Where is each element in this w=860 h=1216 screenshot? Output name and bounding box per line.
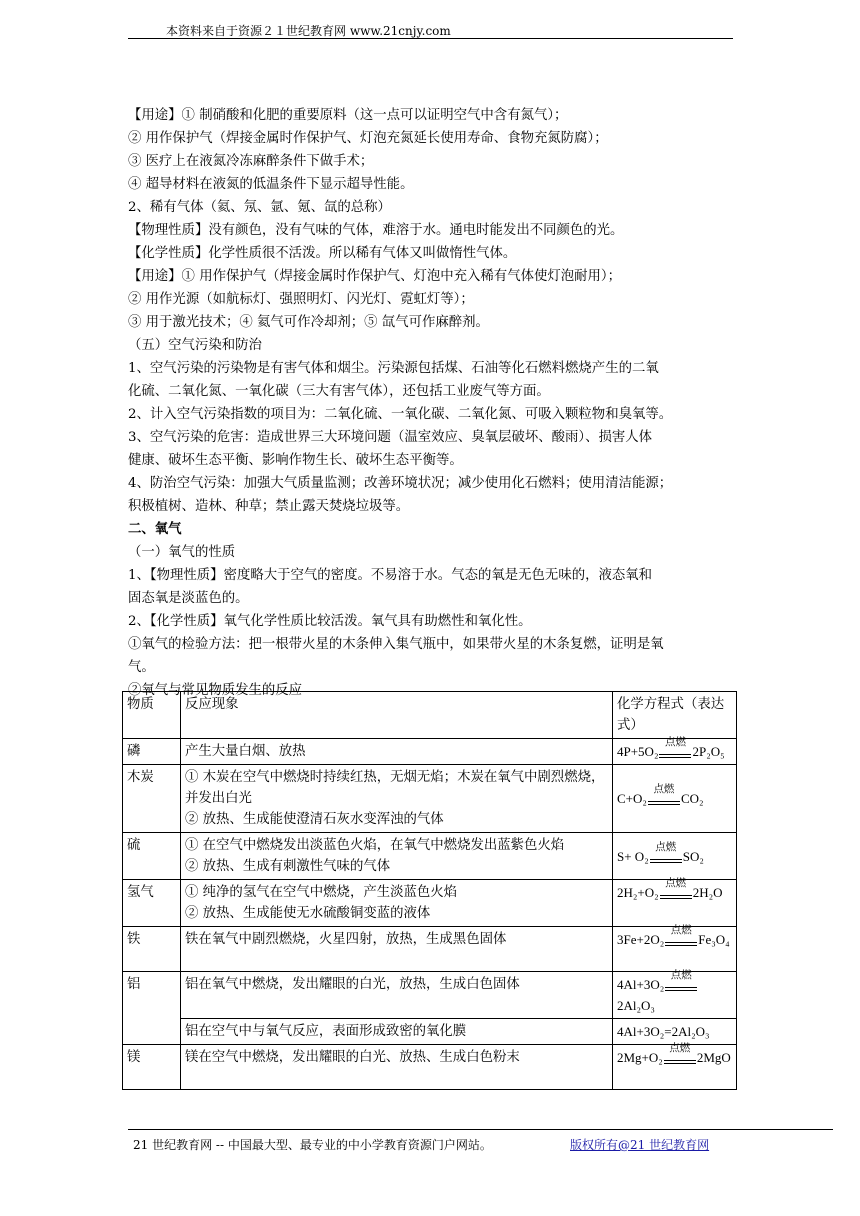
paragraph: 积极植树、造林、种草；禁止露天焚烧垃圾等。 xyxy=(128,499,410,514)
phenomena-cell xyxy=(181,765,613,833)
table-row xyxy=(123,1019,737,1045)
paragraph: ②氧气与常见物质发生的反应 xyxy=(128,683,303,698)
paragraph: 2、稀有气体（氦、氖、氩、氪、氙的总称） xyxy=(128,200,391,215)
phenomena-cell xyxy=(181,927,613,972)
paragraph: 2、【化学性质】氧气化学性质比较活泼。氧气具有助燃性和氧化性。 xyxy=(128,614,532,629)
subsection-heading: （一）氧气的性质 xyxy=(128,545,236,560)
paragraph: 化硫、二氧化氮、一氧化碳（三大有害气体），还包括工业废气等方面。 xyxy=(128,384,550,399)
equation-reactants: S+ O₂ xyxy=(617,848,649,864)
footer-site-description: 21 世纪教育网 -- 中国最大型、最专业的中小学教育资源门户网站。 xyxy=(133,1138,492,1152)
table-row xyxy=(123,833,737,880)
paragraph: 【物理性质】没有颜色，没有气味的气体，难溶于水。通电时能发出不同颜色的光。 xyxy=(128,223,624,238)
paragraph: 固态氧是淡蓝色的。 xyxy=(128,591,249,606)
paragraph: ② 用作光源（如航标灯、强照明灯、闪光灯、霓虹灯等）； xyxy=(128,292,474,307)
section-heading: 二、氧气 xyxy=(128,521,182,537)
phenomena-line: ② 放热、生成有刺激性气味的气体 xyxy=(185,859,391,874)
condition-label: 点燃 xyxy=(665,877,687,889)
equation-cell xyxy=(613,833,737,880)
equation-reactants: C+O₂ xyxy=(617,791,647,806)
condition-label: 点燃 xyxy=(655,840,677,853)
phenomena-cell xyxy=(181,833,613,880)
paragraph: ③ 用于激光技术；④ 氦气可作冷却剂；⑤ 氙气可作麻醉剂。 xyxy=(128,315,489,330)
equation-products: SO₂ xyxy=(682,848,704,864)
condition-arrow xyxy=(664,1042,696,1068)
equation-reactants: 2H₂+O₂ xyxy=(617,885,659,900)
condition-arrow xyxy=(648,783,680,809)
phenomena-line: ① 纯净的氢气在空气中燃烧，产生淡蓝色火焰 xyxy=(185,885,458,900)
table-row xyxy=(123,1045,737,1090)
equation-cell xyxy=(613,877,737,927)
condition-arrow xyxy=(665,924,697,950)
equation-cell xyxy=(613,765,737,833)
equation-cell xyxy=(613,736,737,765)
table-header-row xyxy=(123,692,737,739)
equation-products: 2MgO xyxy=(696,1050,731,1065)
phenomena-line: ② 放热、生成能使无水硫酸铜变蓝的液体 xyxy=(185,906,431,921)
condition-label: 点燃 xyxy=(670,969,692,981)
equation-reactants: 4Al+3O₂ xyxy=(617,977,665,992)
phenomena-line: ① 木炭在空气中燃烧时持续红热，无烟无焰；木炭在氧气中剧烈燃烧，并发出白光 xyxy=(185,770,605,806)
equation-products: CO₂ xyxy=(680,791,704,806)
header-equation: 化学方程式（表达式） xyxy=(613,692,737,739)
paragraph: 4、防治空气污染：加强大气质量监测；改善环境状况；减少使用化石燃料；使用清洁能源； xyxy=(128,476,673,491)
phenomena-line: ② 放热、生成能使澄清石灰水变浑浊的气体 xyxy=(185,812,444,827)
paragraph: ①氧气的检验方法：把一根带火星的木条伸入集气瓶中，如果带火星的木条复燃，证明是氧 xyxy=(128,637,664,652)
condition-arrow xyxy=(665,969,697,995)
condition-arrow xyxy=(660,877,692,903)
equation-products: 2Al₂O₃ xyxy=(617,998,655,1013)
page-header-text: 本资料来自于资源２１世纪教育网 www.21cnjy.com xyxy=(166,24,451,38)
table-row xyxy=(123,880,737,927)
substance-cell: 木炭 xyxy=(123,765,181,833)
condition-label: 点燃 xyxy=(664,736,686,748)
phenomena-cell xyxy=(181,972,613,1019)
equation-cell xyxy=(613,969,737,1019)
oxygen-reaction-table xyxy=(122,691,737,1090)
paragraph: 【用途】① 制硝酸和化肥的重要原料（这一点可以证明空气中含有氮气）； xyxy=(128,108,568,123)
subsection-heading: （五）空气污染和防治 xyxy=(128,338,262,353)
paragraph: 1、空气污染的污染物是有害气体和烟尘。污染源包括煤、石油等化石燃料燃烧产生的二氧 xyxy=(128,361,659,376)
condition-label: 点燃 xyxy=(670,924,692,936)
paragraph: ③ 医疗上在液氮冷冻麻醉条件下做手术； xyxy=(128,154,374,169)
equation-products: 2P₂O₅ xyxy=(692,744,725,759)
phenomena-line: 铝在空气中与氧气反应，表面形成致密的氧化膜 xyxy=(185,1024,467,1039)
table-row xyxy=(123,765,737,833)
condition-arrow xyxy=(650,840,682,867)
footer-copyright-link[interactable]: 版权所有@21 世纪教育网 xyxy=(570,1138,710,1152)
paragraph: ② 用作保护气（焊接金属时作保护气、灯泡充氮延长使用寿命、食物充氮防腐）； xyxy=(128,131,608,146)
equation-products: 2H₂O xyxy=(692,885,723,900)
phenomena-line: ① 在空气中燃烧发出淡蓝色火焰，在氧气中燃烧发出蓝紫色火焰 xyxy=(185,838,565,853)
substance-cell: 镁 xyxy=(123,1045,181,1090)
phenomena-line: 铝在氧气中燃烧，发出耀眼的白光，放热，生成白色固体 xyxy=(185,977,520,992)
substance-cell: 磷 xyxy=(123,739,181,765)
substance-cell: 氢气 xyxy=(123,880,181,927)
table-row xyxy=(123,972,737,1019)
paragraph: 【用途】① 用作保护气（焊接金属时作保护气、灯泡中充入稀有气体使灯泡耐用）； xyxy=(128,269,622,284)
equation-reactants: 3Fe+2O₂ xyxy=(617,932,665,947)
equation-products: Fe₃O₄ xyxy=(698,932,730,947)
equation-reactants: 2Mg+O₂ xyxy=(617,1050,663,1065)
paragraph: 2、计入空气污染指数的项目为：二氧化硫、一氧化碳、二氧化氮、可吸入颗粒物和臭氧等。 xyxy=(128,407,673,422)
phenomena-cell xyxy=(181,880,613,927)
phenomena-line: 铁在氧气中剧烈燃烧，火星四射，放热，生成黑色固体 xyxy=(185,932,507,947)
equation-cell xyxy=(613,1042,737,1090)
phenomena-line: 产生大量白烟、放热 xyxy=(185,744,306,759)
phenomena-line: 镁在空气中燃烧，发出耀眼的白光、放热、生成白色粉末 xyxy=(185,1050,520,1065)
condition-label: 点燃 xyxy=(653,783,675,795)
table-row xyxy=(123,927,737,972)
document-body xyxy=(128,104,738,702)
phenomena-cell xyxy=(181,1045,613,1090)
footer-divider xyxy=(128,1129,833,1130)
phenomena-cell xyxy=(181,739,613,765)
header-divider xyxy=(128,38,733,39)
condition-label: 点燃 xyxy=(669,1042,691,1054)
substance-cell: 铁 xyxy=(123,927,181,972)
paragraph: 健康、破坏生态平衡、影响作物生长、破坏生态平衡等。 xyxy=(128,453,463,468)
condition-arrow xyxy=(659,736,691,762)
paragraph: 【化学性质】化学性质很不活泼。所以稀有气体又叫做惰性气体。 xyxy=(128,246,517,261)
paragraph: 3、空气污染的危害：造成世界三大环境问题（温室效应、臭氧层破坏、酸雨）、损害人体 xyxy=(128,430,653,445)
equation-cell xyxy=(613,1019,737,1045)
header-substance: 物质 xyxy=(123,692,181,739)
equation-plain: 4Al+3O₂=2Al₂O₃ xyxy=(617,1024,710,1039)
paragraph: ④ 超导材料在液氮的低温条件下显示超导性能。 xyxy=(128,177,414,192)
paragraph: 气。 xyxy=(128,660,155,675)
substance-cell: 铝 xyxy=(123,972,181,1045)
table-row xyxy=(123,739,737,765)
phenomena-cell xyxy=(181,1019,613,1045)
paragraph: 1、【物理性质】密度略大于空气的密度。不易溶于水。气态的氧是无色无味的，液态氧和 xyxy=(128,568,653,583)
equation-reactants: 4P+5O₂ xyxy=(617,744,659,759)
equation-cell xyxy=(613,924,737,972)
header-phenomena: 反应现象 xyxy=(181,692,613,739)
substance-cell: 硫 xyxy=(123,833,181,880)
